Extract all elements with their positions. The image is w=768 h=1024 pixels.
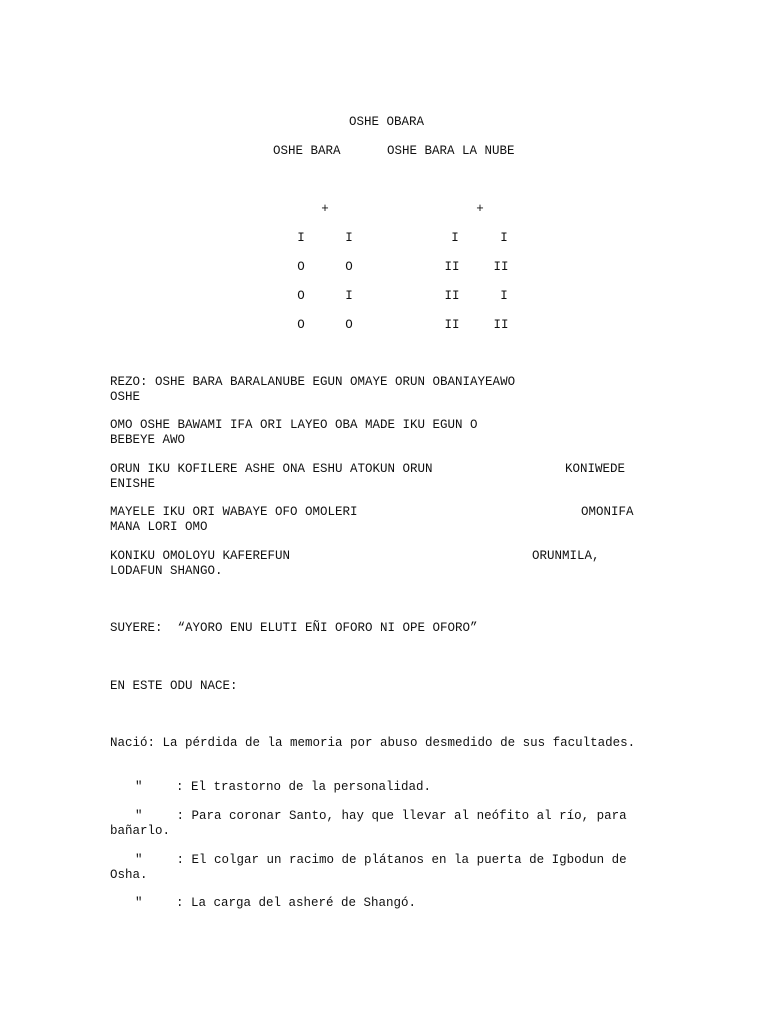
sign-mark: II (444, 289, 460, 303)
sign-mark: II (493, 318, 509, 332)
rezo-line: KONIKU OMOLOYU KAFEREFUN (110, 549, 291, 563)
sign-mark: I (345, 289, 353, 303)
page-title: OSHE OBARA (348, 115, 424, 129)
nacio-item: : La carga del asheré de Shangó. (176, 896, 417, 910)
ditto-mark: " (135, 853, 143, 867)
ditto-mark: " (135, 809, 143, 823)
ditto-mark: " (135, 780, 143, 794)
nacio-item: : Para coronar Santo, hay que llevar al neófito al río, para bañarlo. (110, 809, 627, 838)
rezo-line: MANA LORI OMO (110, 520, 208, 534)
sign-mark: II (493, 260, 509, 274)
sign-mark: I (451, 231, 459, 245)
ditto-mark: " (135, 896, 143, 910)
sign-mark: II (444, 318, 460, 332)
sign-mark: I (297, 231, 305, 245)
rezo-line: REZO: OSHE BARA BARALANUBE EGUN OMAYE ORUN OBANIAYEAWO (110, 375, 516, 389)
sign-mark: O (345, 260, 353, 274)
section-heading: EN ESTE ODU NACE: (110, 679, 238, 693)
sign-mark: O (297, 260, 305, 274)
sign-mark: II (444, 260, 460, 274)
rezo-line: ENISHE (110, 477, 156, 491)
sign-mark: I (500, 289, 508, 303)
rezo-line-right: OMONIFA (581, 505, 634, 519)
sign-mark: O (345, 318, 353, 332)
nacio-item: : El trastorno de la personalidad. (176, 780, 432, 794)
suyere-line: SUYERE: “AYORO ENU ELUTI EÑI OFORO NI OPE OFORO” (110, 621, 478, 635)
rezo-line: MAYELE IKU ORI WABAYE OFO OMOLERI (110, 505, 358, 519)
sign-mark: I (500, 231, 508, 245)
rezo-line: OMO OSHE BAWAMI IFA ORI LAYEO OBA MADE IKU EGUN O (110, 418, 478, 432)
nacio-item-block (110, 809, 650, 839)
rezo-line-right: ORUNMILA, (532, 549, 600, 563)
nacio-paragraph: Nació: La pérdida de la memoria por abuso desmedido de sus facultades. (110, 736, 636, 750)
sign-mark: O (297, 289, 305, 303)
subtitle-right: OSHE BARA LA NUBE (387, 144, 515, 158)
sign-mark: I (345, 231, 353, 245)
subtitle-left: OSHE BARA (273, 144, 341, 158)
rezo-line: OSHE (110, 390, 141, 404)
rezo-line-right: KONIWEDE (565, 462, 626, 476)
plus-mark: + (476, 202, 484, 216)
rezo-line: ORUN IKU KOFILERE ASHE ONA ESHU ATOKUN ORUN (110, 462, 433, 476)
plus-mark: + (321, 202, 329, 216)
rezo-line: BEBEYE AWO (110, 433, 186, 447)
nacio-item: : El colgar un racimo de plátanos en la puerta de Igbodun de Osha. (110, 853, 627, 882)
sign-mark: O (297, 318, 305, 332)
nacio-item-block (110, 853, 650, 883)
rezo-line: LODAFUN SHANGO. (110, 564, 223, 578)
